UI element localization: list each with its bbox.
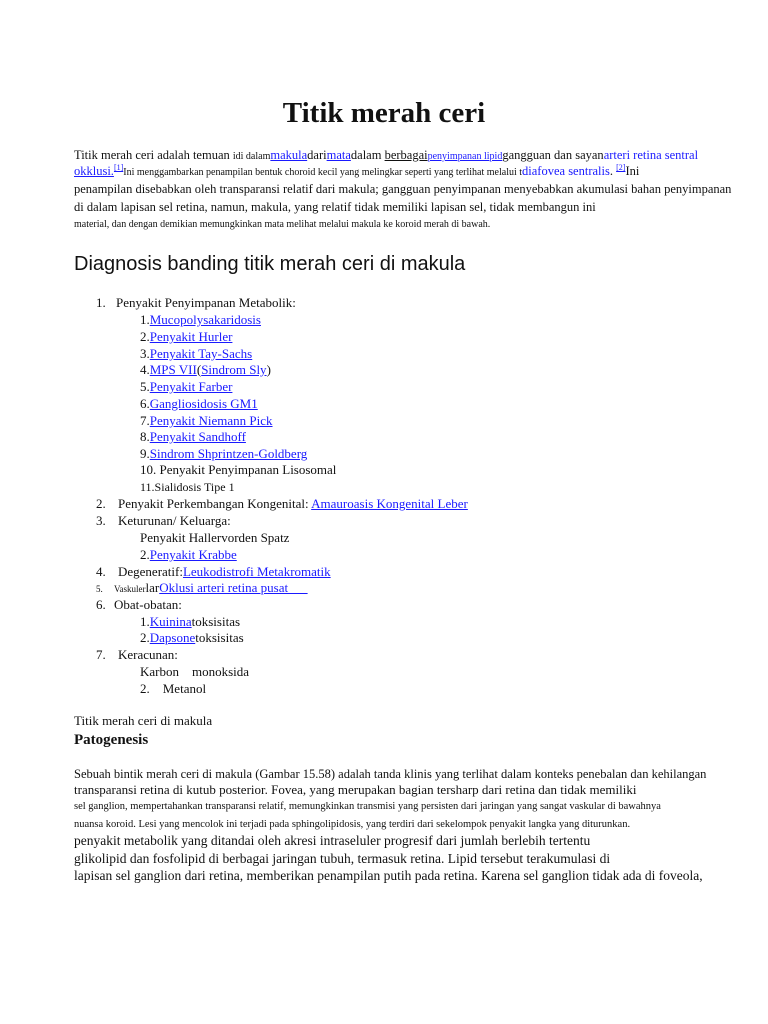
sub-item: [140, 629, 244, 646]
intro-text: dari: [307, 148, 327, 162]
sub-number: 9.: [140, 446, 150, 461]
link-makula[interactable]: makula: [270, 148, 308, 162]
link-penyimpanan-lipid[interactable]: penyimpanan lipid: [427, 151, 503, 162]
list-item-7: [96, 646, 178, 663]
ref-2[interactable]: [2]: [616, 162, 626, 172]
link-okklusi[interactable]: okklusi.: [74, 164, 114, 178]
link-oklusi-arteri[interactable]: Oklusi arteri retina pusat: [159, 580, 308, 595]
section-heading: Diagnosis banding titik merah ceri di makula: [74, 253, 466, 275]
list-text: lar: [145, 580, 160, 595]
link-arteri-retina[interactable]: arteri retina sentral: [603, 148, 699, 162]
section-heading-patogenesis: Patogenesis: [74, 732, 149, 748]
body-line: sel ganglion, mempertahankan transparansi relatif, memungkinkan transmisi yang persisten dari jaringan yang sangat vaskular di bawahnya: [74, 801, 661, 812]
link-leukodistrofi[interactable]: Leukodistrofi Metakromatik: [182, 564, 331, 579]
sub-number: 8.: [140, 429, 150, 444]
body-line: glikolipid dan fosfolipid di berbagai jaringan tubuh, termasuk retina. Lipid tersebut terakumulasi di: [74, 851, 611, 866]
list-text: Degeneratif:: [118, 564, 183, 579]
sub-number: 1.: [140, 614, 150, 629]
link-sentralis[interactable]: sentralis: [565, 164, 610, 178]
list-item-4: [96, 563, 331, 580]
link-mps-vii[interactable]: MPS VII: [149, 362, 197, 377]
intro-text-small: Ini menggambarkan penampilan bentuk choroid kecil yang melingkar seperti yang terlihat melalui t: [123, 167, 523, 178]
ref-1[interactable]: [1]: [113, 162, 124, 172]
list-text: Vaskuler: [114, 584, 146, 594]
link-krabbe[interactable]: Penyakit Krabbe: [149, 547, 237, 562]
sub-number: 6.: [140, 396, 150, 411]
figure-caption: Titik merah ceri di makula: [74, 713, 213, 728]
intro-text: dalam: [350, 148, 385, 162]
sub-item: [140, 613, 240, 630]
intro-line-5: material, dan dengan demikian memungkinkan mata melihat melalui makula ke koroid merah di bawah.: [74, 219, 491, 230]
sub-item: [140, 361, 271, 378]
link-mata[interactable]: mata: [326, 148, 351, 162]
link-gm1[interactable]: Gangliosidosis GM1: [149, 396, 258, 411]
sub-item: Penyakit Hallervorden Spatz: [140, 530, 290, 545]
intro-line-2: [74, 163, 639, 181]
list-text: Penyakit Perkembangan Kongenital:: [118, 496, 312, 511]
intro-line-4: di dalam lapisan sel retina, namun, makula, yang relatif tidak memiliki lapisan sel, tidak membangun ini: [74, 200, 596, 214]
paren: ): [266, 362, 271, 377]
sub-number: 2.: [140, 630, 150, 645]
list-item-3: [96, 512, 231, 529]
paren: (: [196, 362, 202, 377]
sub-item: [140, 412, 273, 429]
intro-text: .: [609, 164, 617, 178]
intro-text: berbagai: [384, 148, 428, 162]
link-fovea[interactable]: diafovea: [522, 164, 566, 178]
link-sindrom-sly[interactable]: Sindrom Sly: [201, 362, 267, 377]
intro-text-small: idi dalam: [232, 151, 271, 162]
link-niemann-pick[interactable]: Penyakit Niemann Pick: [149, 413, 273, 428]
sub-item: [140, 378, 232, 395]
body-line: lapisan sel ganglion dari retina, memberikan penampilan putih pada retina. Karena sel ganglion tidak ada di foveola,: [74, 868, 703, 883]
list-number: 4.: [96, 564, 106, 579]
body-line: transparansi retina di kutub posterior. Fovea, yang merupakan bagian tersharp dari retina dan tidak memiliki: [74, 782, 637, 797]
body-line: Sebuah bintik merah ceri di makula (Gambar 15.58) adalah tanda klinis yang terlihat dalam konteks penebalan dan kehilangan: [74, 767, 707, 781]
sub-text: toksisitas: [191, 614, 241, 629]
sub-item: [140, 428, 246, 445]
sub-number: 1.: [140, 312, 150, 327]
list-item-1: [96, 294, 296, 311]
list-number: 3.: [96, 513, 106, 528]
sub-number: 3.: [140, 346, 150, 361]
list-text: Keracunan:: [118, 647, 178, 662]
sub-number: 4.: [140, 362, 150, 377]
intro-text: gangguan dan sayan: [502, 148, 604, 162]
list-number: 6.: [96, 597, 106, 612]
sub-number: 2.: [140, 547, 150, 562]
link-leber[interactable]: Amauroasis Kongenital Leber: [311, 496, 468, 511]
list-number: 7.: [96, 647, 106, 662]
link-sandhoff[interactable]: Penyakit Sandhoff: [149, 429, 246, 444]
list-number: 5.: [96, 584, 103, 594]
sub-item: Karbon monoksida: [140, 664, 250, 679]
sub-item: [140, 395, 258, 412]
intro-text: Ini: [625, 164, 640, 178]
body-line: penyakit metabolik yang ditandai oleh akresi intraseluler progresif dari jumlah berlebih tertentu: [74, 833, 591, 848]
sub-item: 2. Metanol: [140, 681, 207, 696]
link-hurler[interactable]: Penyakit Hurler: [149, 329, 233, 344]
intro-line-3: penampilan disebabkan oleh transparansi relatif dari makula; gangguan penyimpanan menyebabkan akumulasi bahan penyimpanan: [74, 182, 732, 196]
list-text: Penyakit Penyimpanan Metabolik:: [116, 295, 296, 310]
link-dapsone[interactable]: Dapsone: [149, 630, 196, 645]
sub-item: [140, 311, 261, 328]
list-text: Obat-obatan:: [114, 597, 182, 612]
list-item-6: [96, 596, 182, 613]
link-kuinina[interactable]: Kuinina: [149, 614, 192, 629]
link-tay-sachs[interactable]: Penyakit Tay-Sachs: [149, 346, 253, 361]
link-mucopolysakaridosis[interactable]: Mucopolysakaridosis: [149, 312, 261, 327]
intro-text: Titik merah ceri adalah temuan: [74, 148, 233, 162]
link-shprintzen[interactable]: Sindrom Shprintzen-Goldberg: [149, 446, 308, 461]
sub-number: 5.: [140, 379, 150, 394]
sub-number: 7.: [140, 413, 150, 428]
list-text: Keturunan/ Keluarga:: [118, 513, 231, 528]
list-number: 2.: [96, 496, 106, 511]
sub-text: toksisitas: [195, 630, 244, 645]
sub-number: 2.: [140, 329, 150, 344]
link-farber[interactable]: Penyakit Farber: [149, 379, 233, 394]
list-number: 1.: [96, 295, 106, 310]
sub-item: 10. Penyakit Penyimpanan Lisosomal: [140, 462, 337, 477]
page-title: Titik merah ceri: [282, 97, 486, 129]
sub-item: [140, 345, 252, 362]
body-line: nuansa koroid. Lesi yang mencolok ini terjadi pada sphingolipidosis, yang terdiri dari sekelompok penyakit langka yang diturunkan.: [74, 819, 631, 830]
sub-item: [140, 546, 237, 563]
sub-item: [140, 328, 232, 345]
sub-item: [140, 445, 307, 462]
list-item-2: [96, 495, 468, 512]
sub-item: 11.Sialidosis Tipe 1: [140, 480, 235, 494]
